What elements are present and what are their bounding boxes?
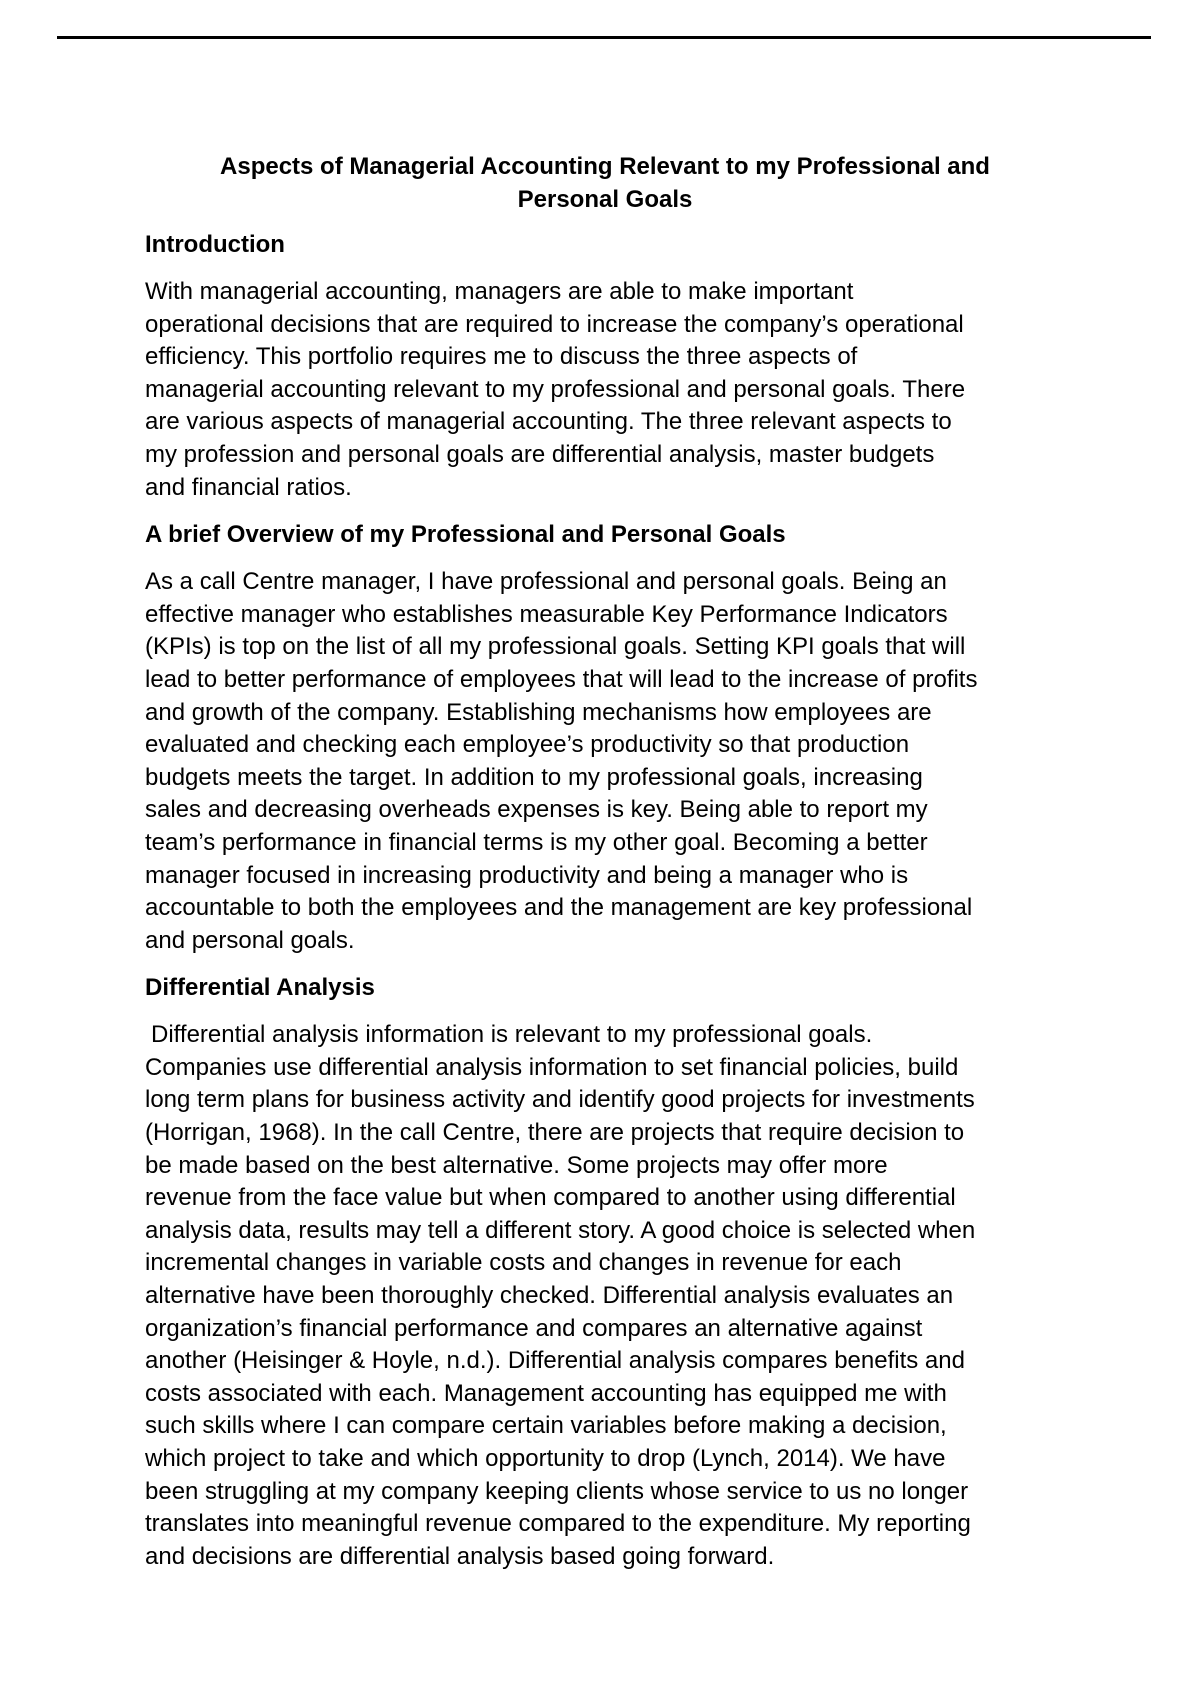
paragraph-line: another (Heisinger & Hoyle, n.d.). Differential analysis compares benefits and <box>145 1347 965 1375</box>
paragraph-line: alternative have been thoroughly checked. Differential analysis evaluates an <box>145 1282 954 1310</box>
paragraph-line: incremental changes in variable costs and changes in revenue for each <box>145 1249 902 1277</box>
paragraph-line: been struggling at my company keeping clients whose service to us no longer <box>145 1477 969 1505</box>
paragraph-line: (Horrigan, 1968). In the call Centre, there are projects that require decision to <box>145 1119 965 1147</box>
paragraph-line: such skills where I can compare certain variables before making a decision, <box>145 1412 947 1440</box>
paragraph-line: Companies use differential analysis information to set financial policies, build <box>145 1053 959 1081</box>
paragraph-line: revenue from the face value but when compared to another using differential <box>145 1184 956 1212</box>
section-heading-differential-analysis: Differential Analysis <box>145 974 375 1002</box>
paragraph-line: (KPIs) is top on the list of all my professional goals. Setting KPI goals that will <box>145 633 966 661</box>
paragraph-line: and financial ratios. <box>145 473 352 501</box>
paragraph-line: manager focused in increasing productivity and being a manager who is <box>145 861 909 889</box>
document-title-line: Aspects of Managerial Accounting Relevant to my Professional and <box>220 153 990 180</box>
paragraph-line: managerial accounting relevant to my professional and personal goals. There <box>145 375 966 403</box>
paragraph-line: budgets meets the target. In addition to my professional goals, increasing <box>145 763 923 791</box>
paragraph-line: lead to better performance of employees that will lead to the increase of profits <box>145 665 978 693</box>
paragraph-line: costs associated with each. Management accounting has equipped me with <box>145 1379 947 1407</box>
paragraph-line: analysis data, results may tell a different story. A good choice is selected when <box>145 1216 976 1244</box>
paragraph-line: accountable to both the employees and the management are key professional <box>145 894 973 922</box>
paragraph-introduction <box>145 276 1065 504</box>
paragraph-line: sales and decreasing overheads expenses is key. Being able to report my <box>145 796 928 824</box>
paragraph-line: operational decisions that are required to increase the company’s operational <box>145 310 964 338</box>
paragraph-line: are various aspects of managerial accounting. The three relevant aspects to <box>145 408 952 436</box>
header-rule <box>57 36 1151 39</box>
paragraph-line: and decisions are differential analysis based going forward. <box>145 1542 775 1570</box>
paragraph-line: team’s performance in financial terms is my other goal. Becoming a better <box>145 828 928 856</box>
paragraph-line: Differential analysis information is relevant to my professional goals. <box>151 1021 873 1049</box>
paragraph-line: and personal goals. <box>145 926 355 954</box>
paragraph-line: which project to take and which opportunity to drop (Lynch, 2014). We have <box>145 1445 946 1472</box>
document-title <box>145 150 1065 216</box>
paragraph-line: long term plans for business activity and identify good projects for investments <box>145 1086 975 1114</box>
paragraph-line: As a call Centre manager, I have professional and personal goals. Being an <box>145 568 947 596</box>
paragraph-line: my profession and personal goals are differential analysis, master budgets <box>145 440 935 468</box>
paragraph-line: organization’s financial performance and compares an alternative against <box>145 1314 923 1342</box>
document-body <box>145 150 1065 1587</box>
paragraph-line: evaluated and checking each employee’s productivity so that production <box>145 731 910 759</box>
paragraph-line: and growth of the company. Establishing mechanisms how employees are <box>145 698 932 726</box>
paragraph-differential-analysis <box>145 1019 1065 1573</box>
paragraph-line: effective manager who establishes measurable Key Performance Indicators <box>145 600 948 628</box>
paragraph-line: With managerial accounting, managers are able to make important <box>145 278 854 305</box>
paragraph-line: efficiency. This portfolio requires me to discuss the three aspects of <box>145 343 858 371</box>
paragraph-overview <box>145 566 1065 957</box>
document-title-line: Personal Goals <box>517 186 693 213</box>
paragraph-line: translates into meaningful revenue compared to the expenditure. My reporting <box>145 1510 971 1538</box>
section-heading-overview: A brief Overview of my Professional and Personal Goals <box>145 521 786 549</box>
paragraph-line: be made based on the best alternative. Some projects may offer more <box>145 1151 888 1179</box>
section-heading-introduction: Introduction <box>145 231 285 258</box>
